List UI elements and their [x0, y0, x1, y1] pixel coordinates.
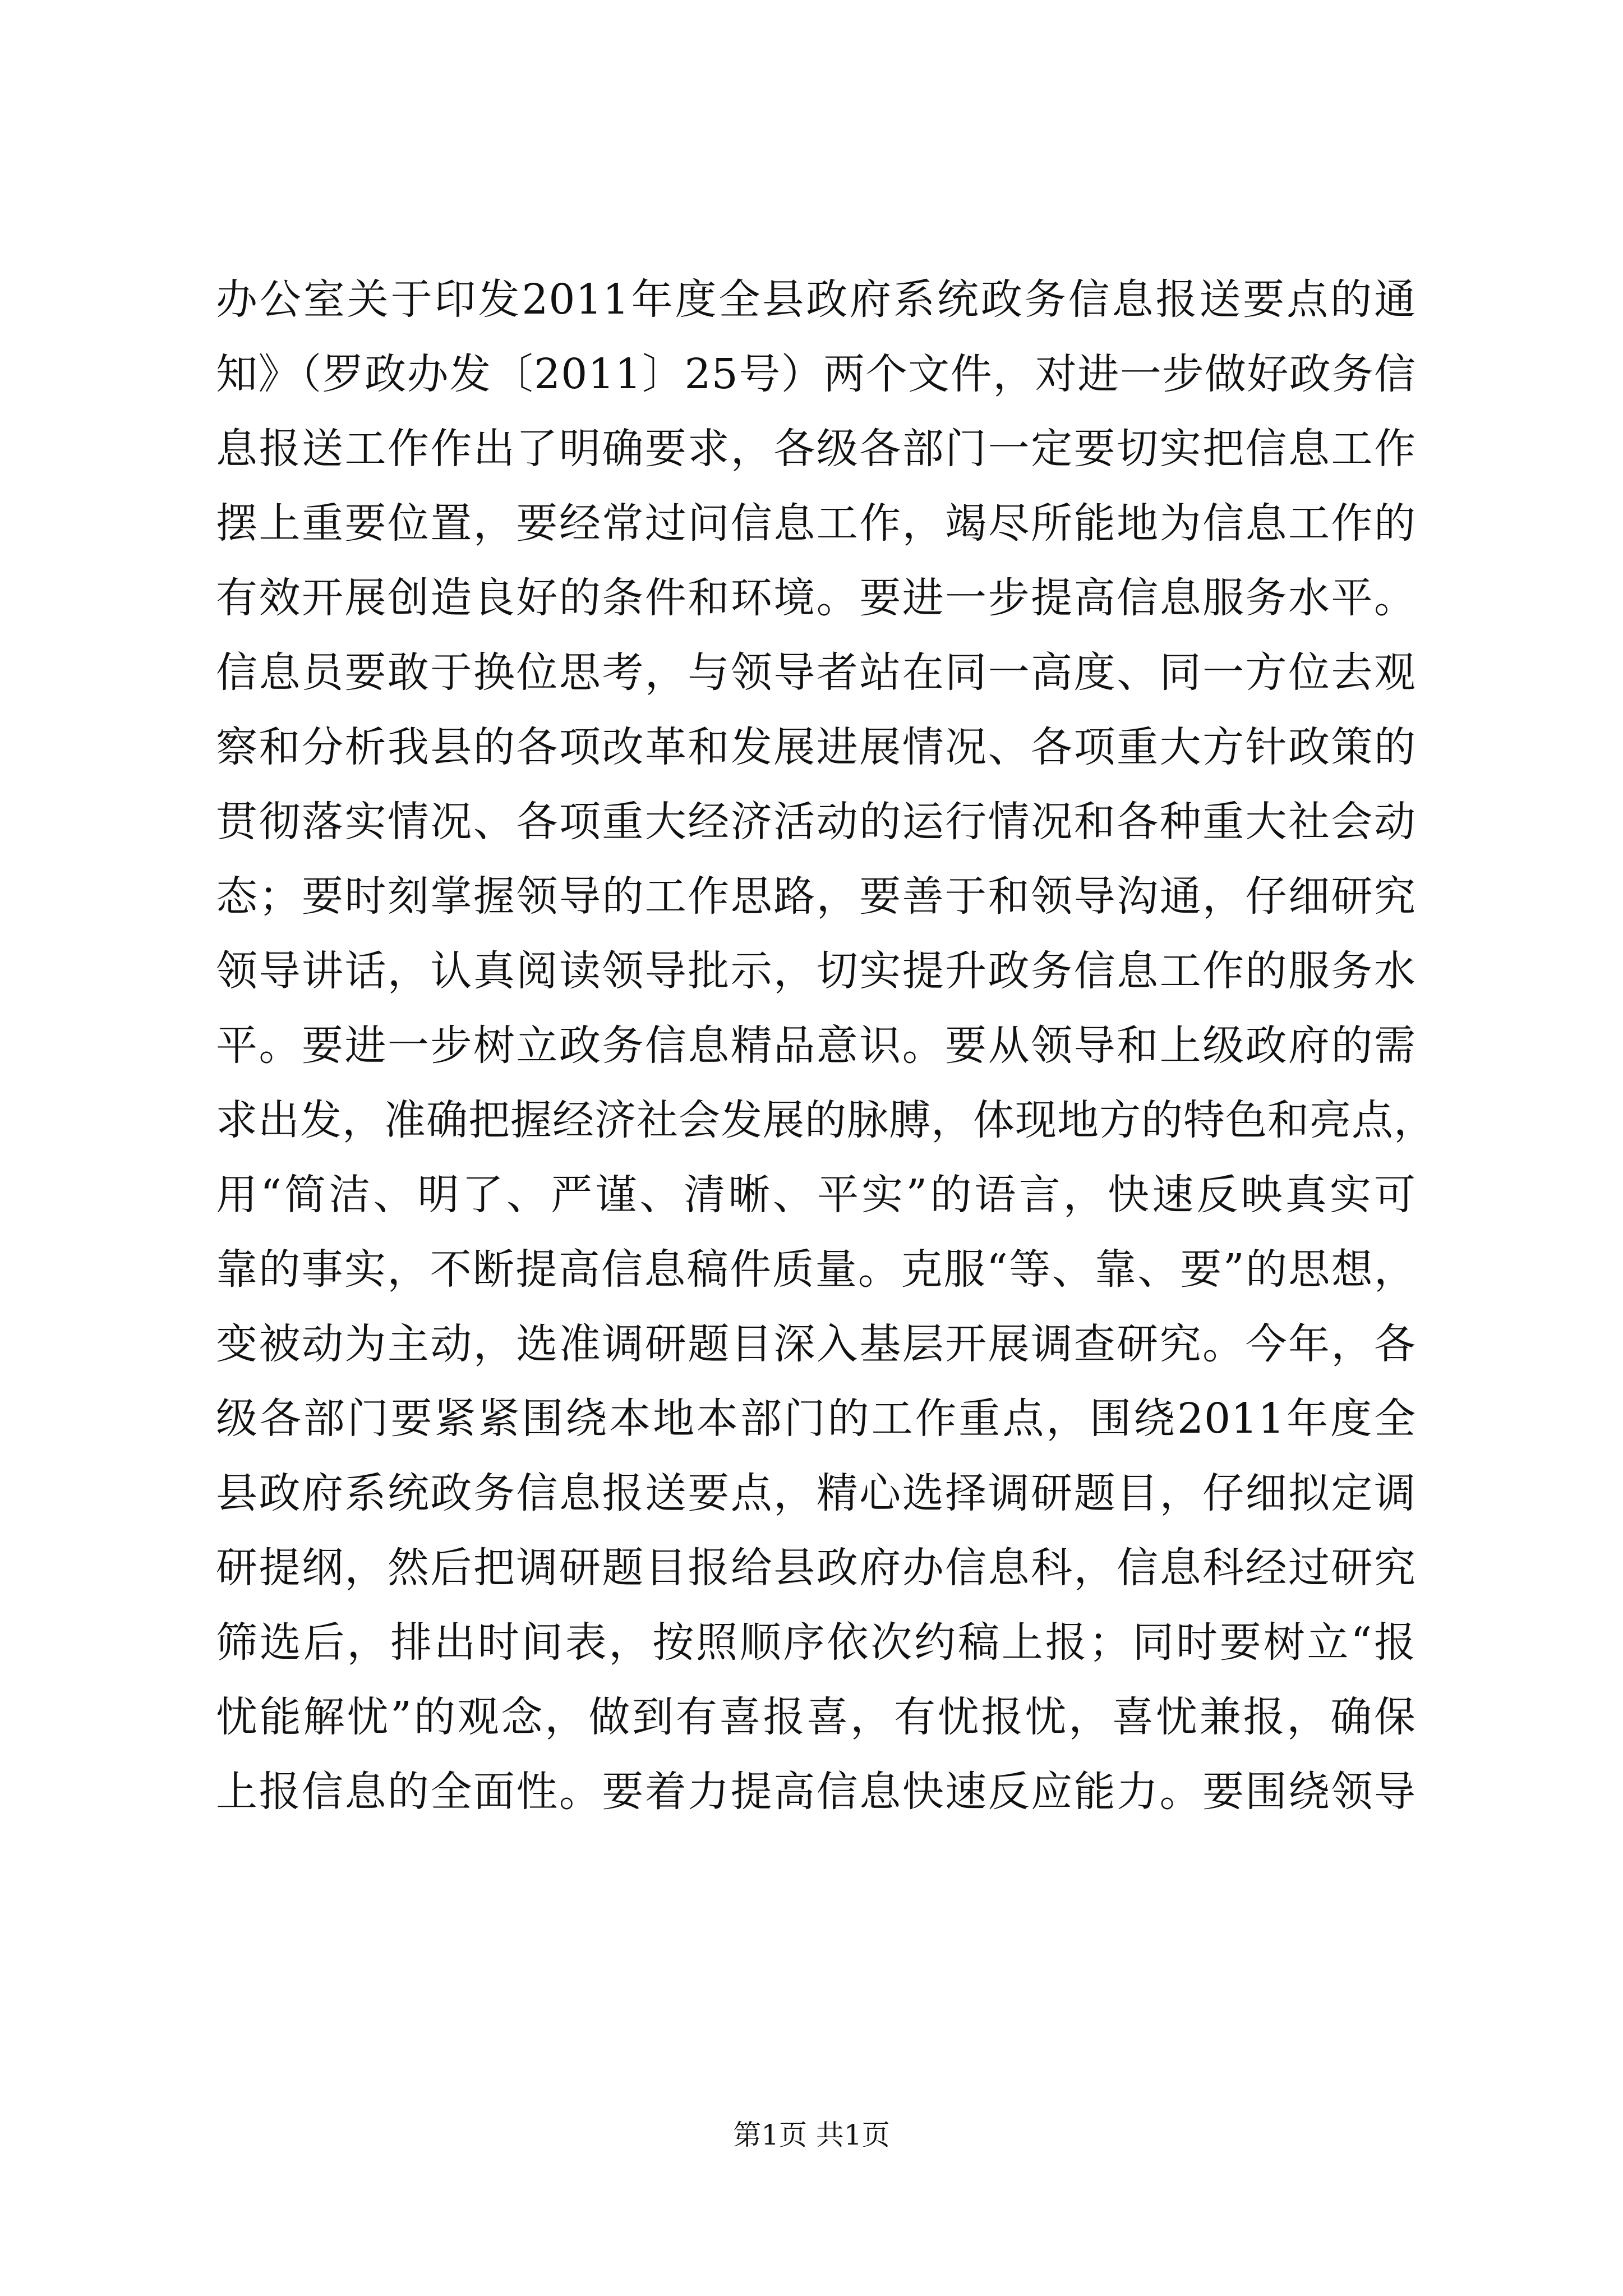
text-line: 察和分析我县的各项改革和发展进展情况、各项重大方针政策的: [216, 723, 1416, 771]
text-line: 上报信息的全面性。要着力提高信息快速反应能力。要围绕领导: [216, 1768, 1416, 1816]
body-paragraph: [216, 263, 1436, 1829]
text-line: 摆上重要位置，要经常过问信息工作，竭尽所能地为信息工作的: [216, 499, 1416, 547]
text-line: 贯彻落实情况、各项重大经济活动的运行情况和各种重大社会动: [216, 798, 1416, 846]
text-line: 筛选后，排出时间表，按照顺序依次约稿上报；同时要树立“报: [216, 1618, 1416, 1667]
page-number-footer: 第1页 共1页: [733, 2119, 890, 2151]
text-line: 求出发，准确把握经济社会发展的脉膊，体现地方的特色和亮点，: [216, 1096, 1436, 1144]
text-line: 平。要进一步树立政务信息精品意识。要从领导和上级政府的需: [216, 1022, 1416, 1070]
text-line: 有效开展创造良好的条件和环境。要进一步提高信息服务水平。: [216, 574, 1416, 622]
text-line: 息报送工作作出了明确要求，各级各部门一定要切实把信息工作: [216, 425, 1416, 473]
text-line: 用“简洁、明了、严谨、清晰、平实”的语言，快速反映真实可: [216, 1171, 1416, 1219]
text-line: 忧能解忧”的观念，做到有喜报喜，有忧报忧，喜忧兼报，确保: [216, 1693, 1416, 1741]
text-line: 知》（罗政办发〔2011〕25号）两个文件，对进一步做好政务信: [216, 350, 1416, 398]
text-line: 信息员要敢于换位思考，与领导者站在同一高度、同一方位去观: [216, 648, 1416, 697]
text-line: 变被动为主动，选准调研题目深入基层开展调查研究。今年，各: [216, 1320, 1416, 1368]
text-line: 态；要时刻掌握领导的工作思路，要善于和领导沟通，仔细研究: [216, 872, 1416, 921]
text-line: 领导讲话，认真阅读领导批示，切实提升政务信息工作的服务水: [216, 947, 1416, 995]
text-line: 办公室关于印发2011年度全县政府系统政务信息报送要点的通: [216, 275, 1416, 324]
text-line: 靠的事实，不断提高信息稿件质量。克服“等、靠、要”的思想，: [216, 1245, 1416, 1294]
text-line: 级各部门要紧紧围绕本地本部门的工作重点，围绕2011年度全: [216, 1395, 1416, 1443]
text-line: 县政府系统政务信息报送要点，精心选择调研题目，仔细拟定调: [216, 1469, 1416, 1517]
text-line: 研提纲，然后把调研题目报给县政府办信息科，信息科经过研究: [216, 1544, 1416, 1592]
